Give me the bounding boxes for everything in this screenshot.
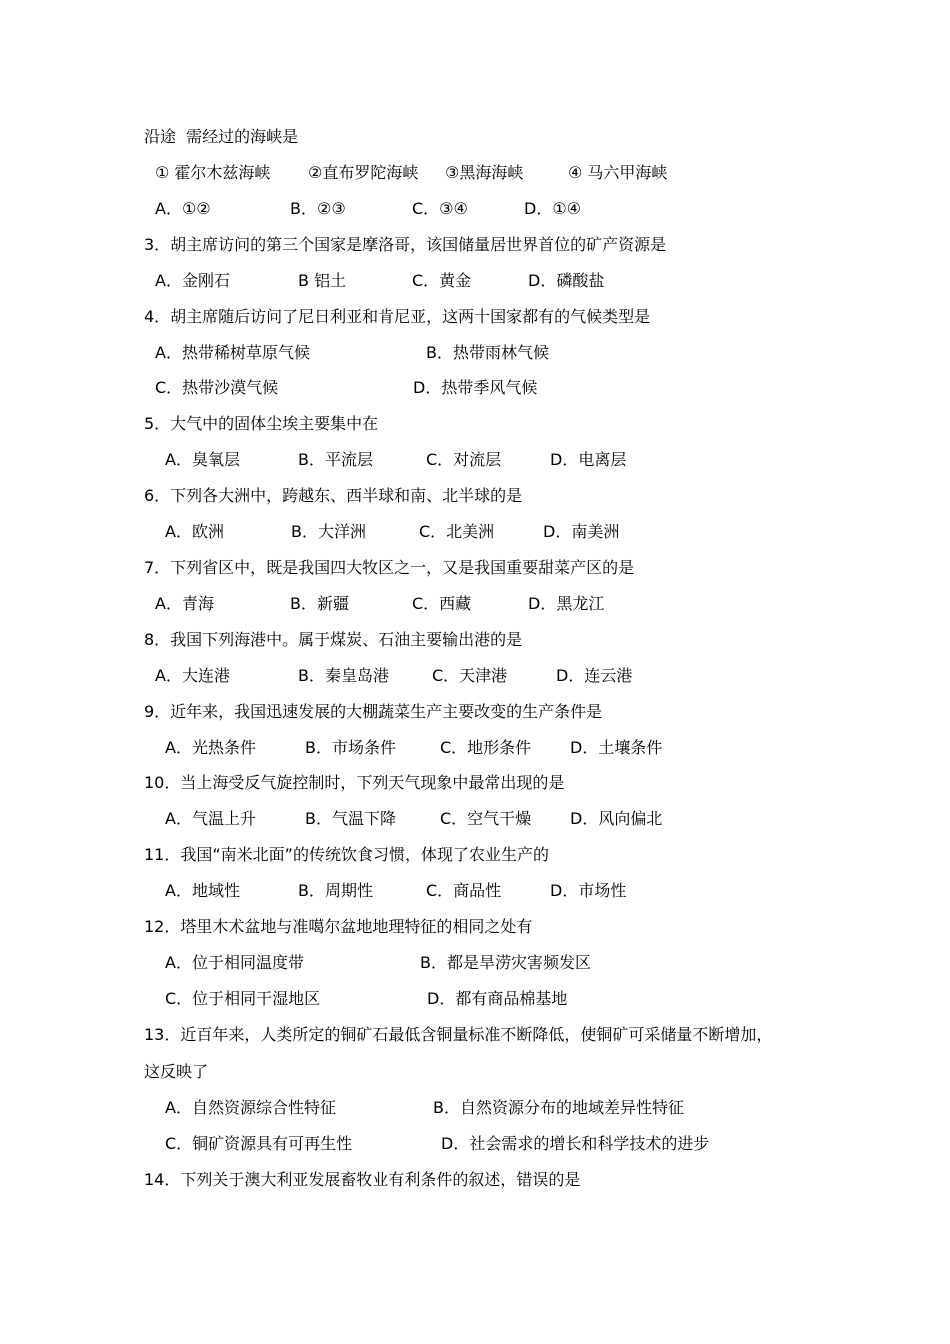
option-a: A．位于相同温度带 bbox=[165, 953, 304, 972]
option-d: D．南美洲 bbox=[543, 522, 620, 541]
statement-item: ④ 马六甲海峡 bbox=[568, 163, 668, 182]
option-d: D．都有商品棉基地 bbox=[427, 989, 568, 1008]
question-stem: 9．近年来，我国迅速发展的大棚蔬菜生产主要改变的生产条件是 bbox=[144, 702, 603, 721]
option-c: C．北美洲 bbox=[419, 522, 495, 541]
option-a: A．欧洲 bbox=[165, 522, 224, 541]
option-b: B．市场条件 bbox=[305, 738, 396, 757]
option-b: B．热带雨林气候 bbox=[426, 343, 549, 362]
option-a: A．热带稀树草原气候 bbox=[155, 343, 310, 362]
option-d: D．土壤条件 bbox=[570, 738, 663, 757]
option-a: A．①② bbox=[155, 199, 211, 218]
question-stem: 11．我国“南米北面”的传统饮食习惯，体现了农业生产的 bbox=[144, 845, 549, 864]
question-stem: 沿途 需经过的海峡是 bbox=[144, 127, 299, 146]
option-d: D．热带季风气候 bbox=[413, 378, 538, 397]
option-a: A．金刚石 bbox=[155, 271, 230, 290]
question-stem: 13．近百年来，人类所定的铜矿石最低含铜量标准不断降低，使铜矿可采储量不断增加， bbox=[144, 1025, 773, 1044]
option-c: C．商品性 bbox=[426, 881, 502, 900]
question-stem: 4．胡主席随后访问了尼日利亚和肯尼亚，这两十国家都有的气候类型是 bbox=[144, 307, 651, 326]
option-c: C．对流层 bbox=[426, 450, 502, 469]
option-b: B．秦皇岛港 bbox=[298, 666, 389, 685]
option-c: C．地形条件 bbox=[440, 738, 532, 757]
statement-item: ① 霍尔木兹海峡 bbox=[155, 163, 271, 182]
option-d: D．连云港 bbox=[556, 666, 633, 685]
question-stem: 6．下列各大洲中，跨越东、西半球和南、北半球的是 bbox=[144, 486, 523, 505]
question-stem: 8．我国下列海港中。属于煤炭、石油主要输出港的是 bbox=[144, 630, 523, 649]
option-a: A．气温上升 bbox=[165, 809, 256, 828]
option-a: A．青海 bbox=[155, 594, 214, 613]
option-b: B 铝土 bbox=[298, 271, 347, 290]
option-c: C．天津港 bbox=[432, 666, 508, 685]
statement-item: ②直布罗陀海峡 bbox=[308, 163, 419, 182]
option-d: D．风向偏北 bbox=[570, 809, 663, 828]
option-b: B．新疆 bbox=[290, 594, 349, 613]
option-b: B．平流层 bbox=[298, 450, 373, 469]
option-d: D．黑龙江 bbox=[528, 594, 605, 613]
question-stem: 5．大气中的固体尘埃主要集中在 bbox=[144, 414, 379, 433]
question-stem: 12．塔里木术盆地与准噶尔盆地地理特征的相同之处有 bbox=[144, 917, 533, 936]
question-stem: 3．胡主席访问的第三个国家是摩洛哥，该国储量居世界首位的矿产资源是 bbox=[144, 235, 667, 254]
statement-item: ③黑海海峡 bbox=[445, 163, 524, 182]
question-stem: 10．当上海受反气旋控制时，下列天气现象中最常出现的是 bbox=[144, 773, 565, 792]
question-stem: 14．下列关于澳大利亚发展畜牧业有利条件的叙述，错误的是 bbox=[144, 1170, 581, 1189]
option-b: B．大洋洲 bbox=[291, 522, 366, 541]
option-a: A．地域性 bbox=[165, 881, 240, 900]
question-stem: 7．下列省区中，既是我国四大牧区之一，又是我国重要甜菜产区的是 bbox=[144, 558, 635, 577]
option-d: D．社会需求的增长和科学技术的进步 bbox=[441, 1134, 710, 1153]
option-b: B．②③ bbox=[290, 199, 346, 218]
option-b: B．自然资源分布的地域差异性特征 bbox=[433, 1098, 684, 1117]
option-c: C．③④ bbox=[412, 199, 468, 218]
option-c: C．黄金 bbox=[412, 271, 472, 290]
option-a: A．光热条件 bbox=[165, 738, 256, 757]
option-b: B．都是旱涝灾害频发区 bbox=[420, 953, 591, 972]
option-d: D．①④ bbox=[524, 199, 582, 218]
option-a: A．自然资源综合性特征 bbox=[165, 1098, 336, 1117]
option-d: D．市场性 bbox=[550, 881, 627, 900]
option-c: C．位于相同干湿地区 bbox=[165, 989, 321, 1008]
option-d: D．磷酸盐 bbox=[528, 271, 605, 290]
question-stem-continued: 这反映了 bbox=[144, 1062, 209, 1081]
option-b: B．周期性 bbox=[298, 881, 373, 900]
option-b: B．气温下降 bbox=[305, 809, 396, 828]
option-c: C．热带沙漠气候 bbox=[155, 378, 279, 397]
option-a: A．臭氧层 bbox=[165, 450, 240, 469]
option-c: C．西藏 bbox=[412, 594, 472, 613]
option-c: C．空气干燥 bbox=[440, 809, 532, 828]
option-c: C．铜矿资源具有可再生性 bbox=[165, 1134, 353, 1153]
option-a: A．大连港 bbox=[155, 666, 230, 685]
option-d: D．电离层 bbox=[550, 450, 627, 469]
